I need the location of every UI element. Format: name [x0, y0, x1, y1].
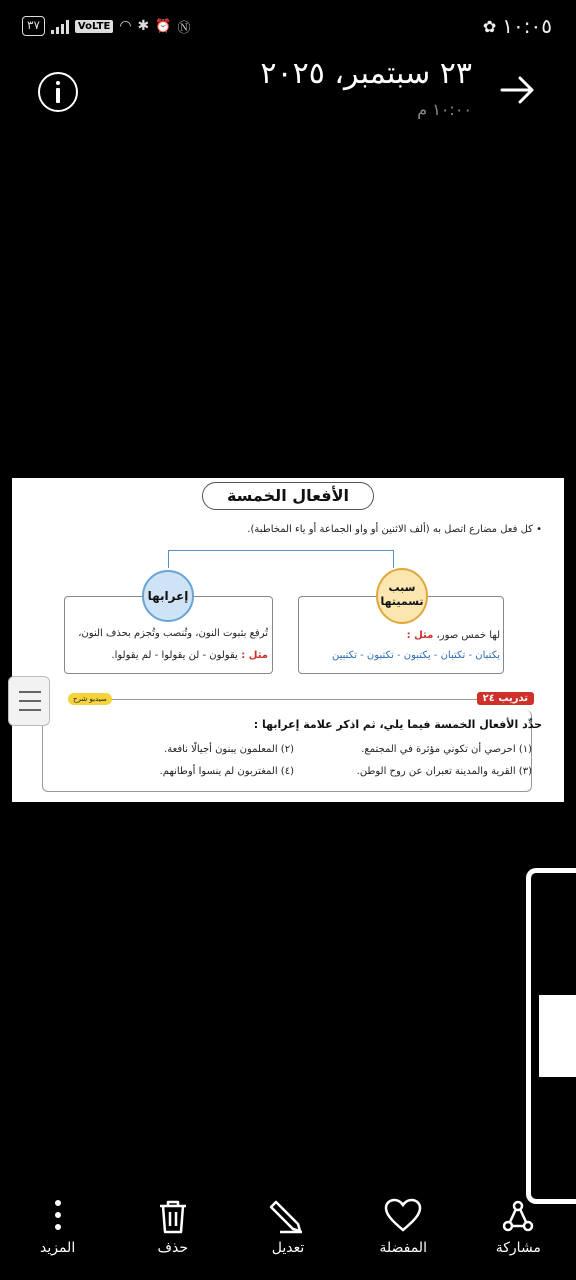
thumbnail-page: [539, 995, 576, 1077]
volte-badge: VoLTE: [75, 20, 113, 33]
notification-icon: ✿: [482, 16, 497, 36]
bottom-action-bar: [0, 1196, 576, 1280]
trash-icon: [153, 1198, 193, 1234]
battery-icon: ٣٧: [22, 16, 45, 36]
more-icon: [38, 1198, 78, 1234]
exercise-item-4: (٤) المغتربون لم ينسوا أوطانهم.: [159, 766, 294, 777]
delete-button[interactable]: [123, 1196, 223, 1280]
status-bar: [0, 0, 576, 56]
document-image[interactable]: [12, 478, 564, 802]
exercise-item-2: (٢) المعلمون يبنون أجيالًا نافعة.: [164, 744, 294, 755]
photo-time: ١٠:٠٠ م: [417, 100, 472, 119]
share-button[interactable]: [468, 1196, 568, 1280]
parsing-bubble: إعرابها: [142, 570, 194, 622]
share-label: مشاركة: [495, 1240, 541, 1256]
exercise-item-3: (٣) القرية والمدينة تعبران عن روح الوطن.: [356, 766, 532, 777]
delete-label: حذف: [157, 1240, 189, 1256]
exercise-header: [40, 692, 534, 708]
doc-title: الأفعال الخمسة: [202, 482, 374, 510]
heart-icon: [383, 1198, 423, 1234]
exercise-item-1: (١) احرصي أن تكوني مؤثرة في المجتمع.: [361, 744, 532, 755]
favorite-button[interactable]: [353, 1196, 453, 1280]
wifi-icon: ◠: [119, 18, 132, 34]
status-time-area: [483, 14, 552, 38]
parsing-line-2: مثل : يقولون - لن يقولوا - لم يقولوا.: [111, 650, 268, 661]
info-icon: [56, 81, 60, 85]
share-icon: [498, 1198, 538, 1234]
favorite-label: المفضلة: [379, 1240, 427, 1256]
side-panel-handle[interactable]: [8, 676, 50, 726]
back-arrow-icon[interactable]: [498, 74, 538, 106]
edit-icon: [268, 1198, 308, 1234]
exercise-question: حدِّد الأفعال الخمسة فيما يلي، ثم اذكر علامة إعرابها :: [253, 718, 542, 731]
bluetooth-icon: ✱: [137, 18, 150, 34]
doc-intro: • كل فعل مضارع اتصل به (ألف الاثنين أو واو الجماعة أو ياء المخاطبة).: [247, 524, 542, 535]
more-label: المزيد: [39, 1240, 76, 1256]
more-button[interactable]: [8, 1196, 108, 1280]
edit-button[interactable]: [238, 1196, 338, 1280]
photo-date: ٢٣ سبتمبر، ٢٠٢٥: [260, 56, 472, 91]
parsing-line-1: تُرفع بثبوت النون، وتُنصب وتُجزم بحذف النون،: [78, 628, 268, 639]
connector-line: [168, 550, 394, 568]
alarm-icon: ⏰: [155, 18, 172, 34]
naming-line-1: لها خمس صور، مثل :: [406, 630, 500, 641]
signal-icon: [51, 18, 69, 34]
status-icons: [22, 16, 190, 36]
viewer-header: [0, 56, 576, 136]
naming-bubble: سبب تسميتها: [376, 568, 428, 624]
next-image-thumbnail[interactable]: [526, 868, 576, 1204]
video-tag: سيديو شرح: [68, 693, 112, 705]
status-time: ١٠:٠٥: [502, 14, 552, 38]
nfc-icon: Ⓝ: [177, 20, 191, 36]
exercise-tag: تدريب ٢٤: [477, 692, 534, 705]
edit-label: تعديل: [271, 1240, 305, 1256]
info-button[interactable]: [38, 72, 78, 112]
naming-line-2: يكتبان - تكتبان - يكتبون - تكتبون - تكتبين: [332, 650, 500, 661]
